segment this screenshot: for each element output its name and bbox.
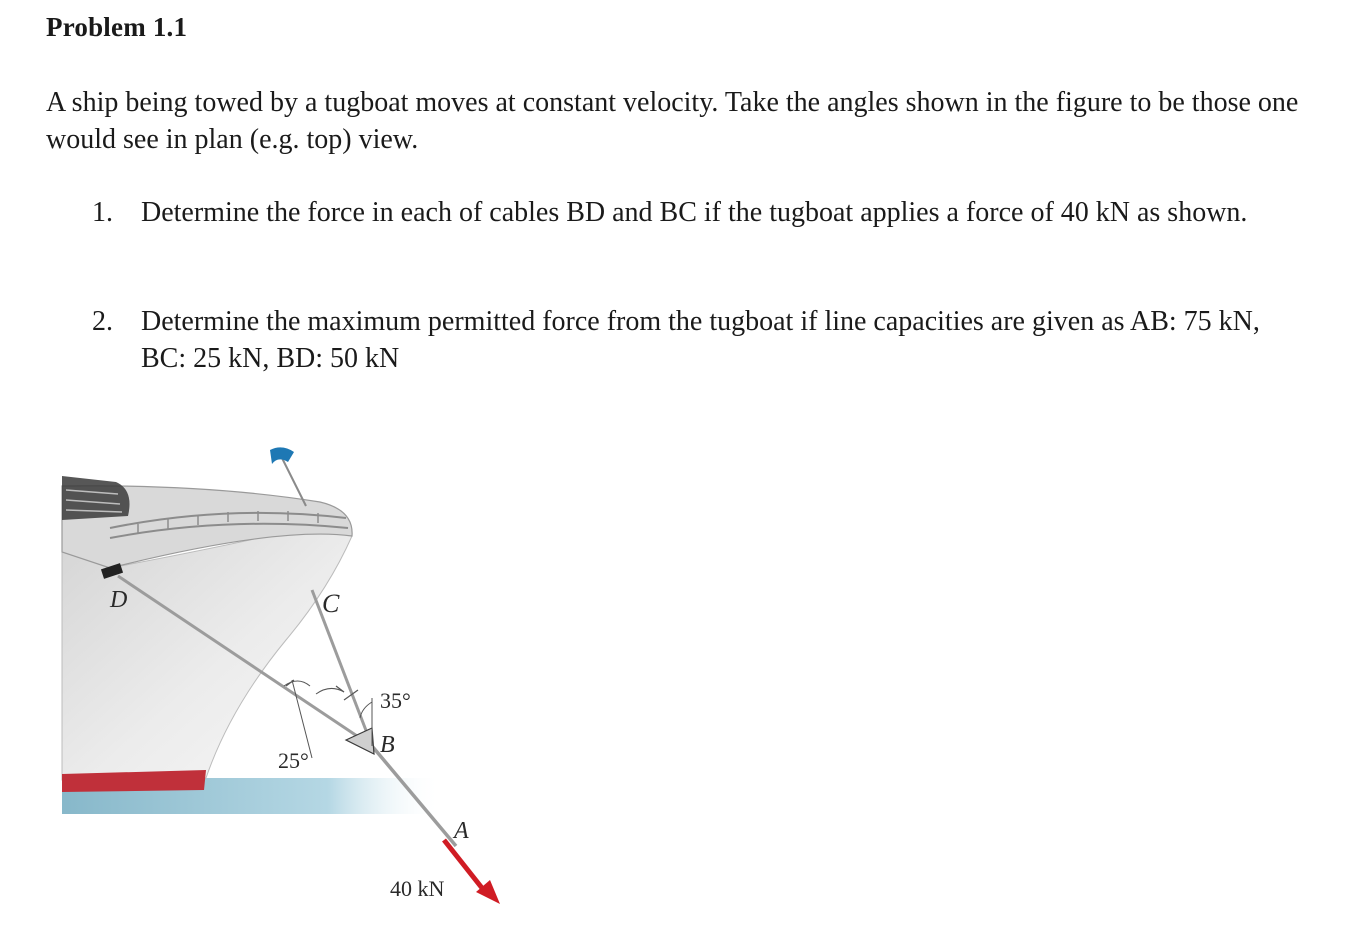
ship-bridge (62, 476, 130, 520)
label-force: 40 kN (390, 876, 445, 901)
question-text-1: Determine the force in each of cables BD and BC if the tugboat applies a force of 40 kN as shown. (141, 197, 1248, 228)
ship-tow-figure (58, 440, 518, 920)
cable-bc (312, 590, 372, 746)
label-angle-25: 25° (278, 748, 309, 773)
question-text-2: Determine the maximum permitted force from the tugboat if line capacities are given as AB: 75 kN, BC: 25 kN, BD: 50 kN (141, 306, 1260, 374)
question-item-2 (92, 303, 1282, 377)
flag-icon (270, 447, 294, 464)
label-angle-35: 35° (380, 688, 411, 713)
question-number-1: 1. (92, 197, 113, 228)
label-point-c: C (322, 589, 340, 618)
question-list-2 (92, 303, 1282, 377)
angle-ref-25 (292, 680, 312, 758)
label-point-b: B (380, 732, 395, 758)
question-item-1 (92, 194, 1282, 231)
question-number-2: 2. (92, 306, 113, 337)
question-list-1 (92, 194, 1282, 231)
problem-intro: A ship being towed by a tugboat moves at constant velocity. Take the angles shown in the figure to be those one would see in plan (e.g. top) view. (46, 87, 1299, 155)
label-point-a: A (454, 818, 469, 844)
force-arrow-shaft (444, 840, 482, 888)
label-point-d: D (110, 587, 128, 613)
problem-title: Problem 1.1 (46, 12, 188, 42)
